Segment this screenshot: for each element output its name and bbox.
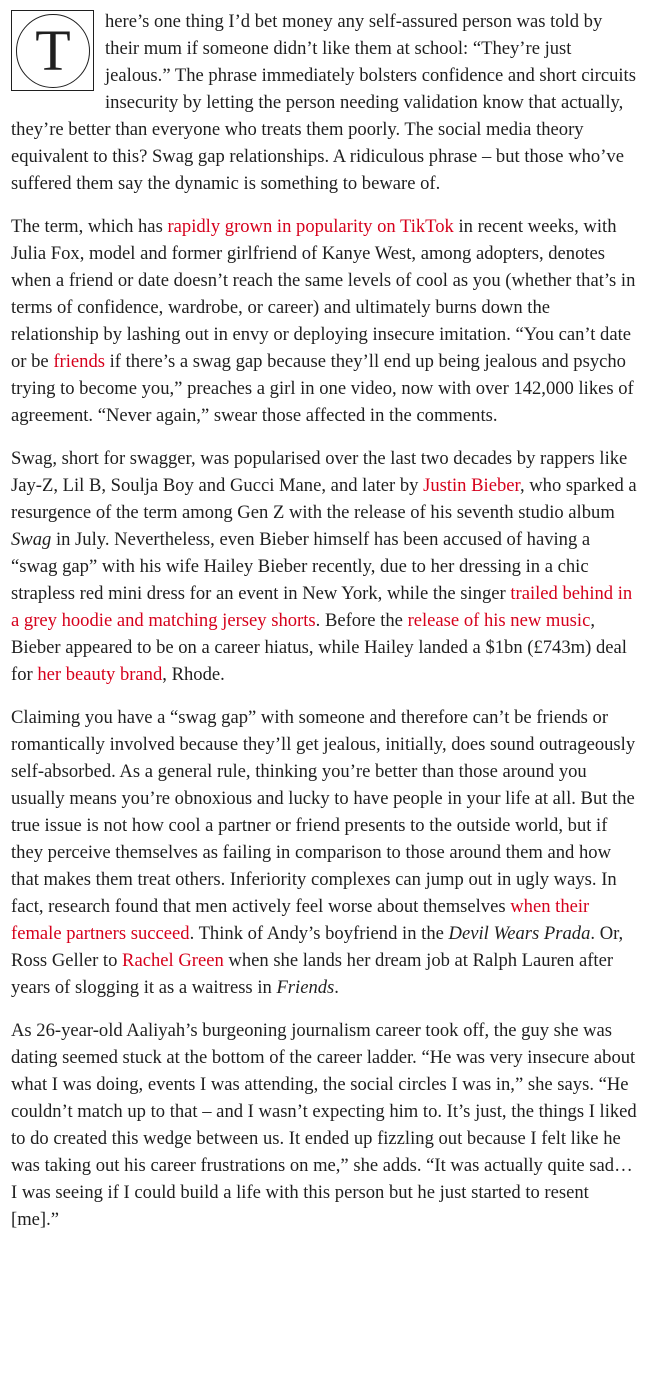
link-new-music[interactable]: release of his new music <box>407 610 591 631</box>
paragraph-3 <box>11 445 639 688</box>
p4-text-5: . <box>334 977 339 998</box>
p3-text-1: Swag, short for swagger, was popularised over the last two decades by rappers like Jay-Z, Lil B, Soulja Boy and Gucci Mane, and later by <box>11 448 628 496</box>
p4-text-1: Claiming you have a “swag gap” with someone and therefore can’t be friends or romantically involved because they’ll get jealous, initially, does sound outrageously self-absorbed. As a general rule, thinking you’re better than those around you usually means you’re obnoxious and lucky to have people in your life at all. But the true issue is not how cool a partner or friend presents to the outside world, but if they perceive themselves as failing in comparison to those around them and how that makes them treat others. Inferiority complexes can jump out in ugly ways. In fact, research found that men actively feel worse about themselves <box>11 707 636 917</box>
link-beauty-brand[interactable]: her beauty brand <box>37 664 163 685</box>
paragraph-2 <box>11 213 639 429</box>
p4-text-3: . Or, Ross Geller to <box>11 923 624 971</box>
link-rachel-green[interactable]: Rachel Green <box>122 950 224 971</box>
p3-text-6: , Rhode. <box>162 664 225 685</box>
p4-text-2: . Think of Andy’s boyfriend in the <box>189 923 449 944</box>
paragraph-5-text: As 26-year-old Aaliyah’s burgeoning journalism career took off, the guy she was dating seemed stuck at the bottom of the career ladder. “He was very insecure about what I was doing, events I was attending, the social circles I was in,” she says. “He couldn’t match up to that – and I wasn’t expecting him to. It’s just, the things I liked to do created this wedge between us. It ended up fizzling out because I felt like he was taking out his career frustrations on me,” she adds. “It was actually quite sad… I was seeing if I could build a life with this person but he just started to resent [me].” <box>11 1020 637 1230</box>
paragraph-4 <box>11 704 639 1001</box>
link-partners-succeed[interactable]: when their female partners succeed <box>11 896 590 944</box>
album-title: Swag <box>11 529 52 550</box>
drop-cap-frame <box>11 10 94 91</box>
p2-text-3: if there’s a swag gap because they’ll end up being jealous and psycho trying to become you,” preaches a girl in one video, now with over 142,000 likes of agreement. “Never again,” swear those affected in the comments. <box>11 351 634 426</box>
p4-text-4: when she lands her dream job at Ralph Lauren after years of slogging it as a waitress in <box>11 950 614 998</box>
link-friends[interactable]: friends <box>53 351 105 372</box>
link-tiktok-popularity[interactable]: rapidly grown in popularity on TikTok <box>167 216 454 237</box>
paragraph-1-text: here’s one thing I’d bet money any self-assured person was told by their mum if someone didn’t like them at school: “They’re just jealous.” The phrase immediately bolsters confidence and short circuits insecurity by letting the person needing validation know that actually, they’re better than everyone who treats them poorly. The social media theory equivalent to this? Swag gap relationships. A ridiculous phrase – but those who’ve suffered them say the dynamic is something to beware of. <box>11 11 636 194</box>
p2-text-1: The term, which has <box>11 216 168 237</box>
paragraph-5 <box>11 1017 639 1233</box>
link-justin-bieber[interactable]: Justin Bieber <box>423 475 520 496</box>
p3-text-4: . Before the <box>315 610 408 631</box>
p2-text-2: in recent weeks, with Julia Fox, model and former girlfriend of Kanye West, among adopters, denotes when a friend or date doesn’t reach the same levels of cool as you (whether that’s in terms of confidence, wardrobe, or career) and ultimately burns down the relationship by lashing out in envy or deploying insecure imitation. “You can’t date or be <box>11 216 636 372</box>
show-title: Friends <box>276 977 335 998</box>
link-grey-hoodie[interactable]: trailed behind in a grey hoodie and matching jersey shorts <box>11 583 633 631</box>
p3-text-2: , who sparked a resurgence of the term among Gen Z with the release of his seventh studio album <box>11 475 637 523</box>
film-title: Devil Wears Prada <box>448 923 591 944</box>
paragraph-1 <box>11 8 639 197</box>
p3-text-3: in July. Nevertheless, even Bieber himself has been accused of having a “swag gap” with his wife Hailey Bieber recently, due to her dressing in a chic strapless red mini dress for an event in New York, while the singer <box>11 529 591 604</box>
drop-cap-letter: T <box>16 14 90 88</box>
p3-text-5: , Bieber appeared to be on a career hiatus, while Hailey landed a $1bn (£743m) deal for <box>11 610 627 685</box>
